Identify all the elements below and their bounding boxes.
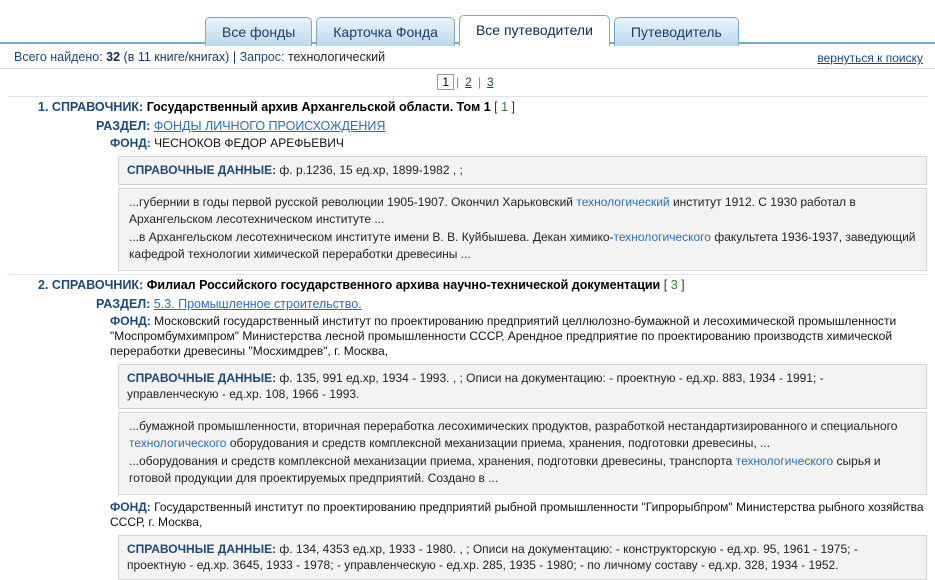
query-label: Запрос: [239,50,285,64]
reference-data-value: ф. р.1236, 15 ед.хр, 1899-1982 , ; [276,163,463,177]
highlighted-term[interactable]: технологического [129,436,227,450]
highlighted-term[interactable]: технологического [735,454,834,468]
result-header [8,96,927,116]
reference-data-value: ф. 135, 991 ед.хр, 1934 - 1993. , ; Описи на документацию: - проектную - ед.хр. 883, 1934 - 1991; - управленческую - ед.хр. 108, 1966 - 1993. [127,371,824,401]
pager-separator: | [477,75,481,89]
result-body [8,116,927,271]
reference-data-label: СПРАВОЧНЫЕ ДАННЫЕ: [127,542,277,556]
reference-data-label: СПРАВОЧНЫЕ ДАННЫЕ: [127,371,277,385]
tab-1[interactable] [316,17,455,46]
reference-data-label: СПРАВОЧНЫЕ ДАННЫЕ: [127,163,277,177]
fond-value[interactable]: ЧЕСНОКОВ ФЕДОР АРЕФЬЕВИЧ [154,136,344,150]
pager-page-2[interactable]: 2 [465,75,472,89]
tab-0[interactable] [205,17,312,46]
reference-data-value: ф. 134, 4353 ед.хр, 1933 - 1980. , ; Описи на документацию: - конструкторскую - ед.хр. 95, 1961 - 1975; - проектную - ед.хр. 3645, 1933 - 1978; - управленческую - ед.хр. 285, 1935 - 1980; - по личному составу - ед.хр. 328, 1934 - 1952. [127,542,858,572]
tab-label: Все фонды [222,24,296,40]
razdel-label: РАЗДЕЛ: [96,297,151,311]
query-value: технологический [287,50,386,64]
result-kind-label: СПРАВОЧНИК: [51,100,144,114]
result-header [8,274,927,294]
pagination [0,69,935,96]
fond-label: ФОНД: [110,136,151,150]
pager-separator: | [456,75,460,89]
tab-2[interactable] [459,15,610,46]
tab-label: Путеводитель [630,24,722,40]
razdel-row [96,116,927,134]
found-label: Всего найдено: [14,50,103,64]
fond-row [96,498,927,532]
tab-label: Карточка Фонда [333,24,438,40]
result-count-link[interactable]: 3 [670,278,678,292]
result-title[interactable]: Государственный архив Архангельской области. Том 1 [146,100,491,114]
snippet-box [118,188,927,271]
result-index: 1. [38,100,49,114]
reference-data-box [118,535,927,580]
fond-value[interactable]: Московский государственный институт по проектированию предприятий целлюлозно-бумажной и лесохимической промышленности "Моспромбумхимпром" Министерства лесной промышленности СССР, Арендное предприятие по проектированию производств химической переработки древесины "Мосхимдрев", г. Москва, [110,314,897,358]
result-title[interactable]: Филиал Российского государственного архива научно-технической документации [146,278,661,292]
result-index: 2. [38,278,49,292]
snippet-line: ...губернии в годы первой русской революции 1905-1907. Окончил Харьковский технологический институт 1912. С 1930 работал в Архангельском лесотехническом институте ... [129,195,856,226]
snippet-line: ...оборудования и средств комплексной механизации приема, хранения, подготовки древесины, транспорта технологического сырья и готовой продукции для проектируемых предприятий. Создано в ... [129,454,881,485]
razdel-label: РАЗДЕЛ: [96,119,151,133]
fond-label: ФОНД: [110,500,151,514]
reference-data-box [118,364,927,409]
back-to-search-link[interactable]: вернуться к поиску [817,51,923,65]
found-books: (в 11 книге/книгах) [123,50,230,64]
fond-row [96,134,927,153]
summary-divider: | [232,50,237,64]
fond-value[interactable]: Государственный институт по проектированию предприятий рыбной промышленности "Гипрорыбпром" Министерства рыбного хозяйства СССР, г. Москва, [110,500,924,529]
highlighted-term[interactable]: технологический [576,195,670,209]
fond-label: ФОНД: [110,314,151,328]
result-count-link[interactable]: 1 [501,100,509,114]
highlighted-term[interactable]: технологического [613,230,711,244]
razdel-row [96,294,927,312]
summary-bar [0,44,935,69]
razdel-link[interactable]: 5.3. Промышленное строительство. [153,297,362,311]
razdel-link[interactable]: ФОНДЫ ЛИЧНОГО ПРОИСХОЖДЕНИЯ [153,119,386,133]
tab-3[interactable] [614,17,739,46]
snippet-line: ...бумажной промышленности, вторичная переработка лесохимических продуктов, разработкой нестандартизированного и специального технологического оборудования и средств комплексной механизации приема, хранения, подготовки древесины, ... [129,419,898,450]
results-list [0,96,935,580]
result-body [8,294,927,580]
tab-bar [0,0,935,44]
result-count: [ 3 ] [663,278,685,292]
pager-page-3[interactable]: 3 [486,75,494,89]
snippet-box [118,412,927,495]
pager-page-1: 1 [437,74,454,90]
result-kind-label: СПРАВОЧНИК: [51,278,144,292]
reference-data-box [118,156,927,185]
tab-label: Все путеводители [475,22,593,38]
found-count: 32 [106,50,121,64]
fond-row [96,312,927,361]
result-count: [ 1 ] [494,100,516,114]
snippet-line: ...в Архангельском лесотехническом институте имени В. В. Куйбышева. Декан химико-технологического факультета 1936-1937, заведующий кафедрой технологии химической переработки древесины ... [129,230,916,261]
